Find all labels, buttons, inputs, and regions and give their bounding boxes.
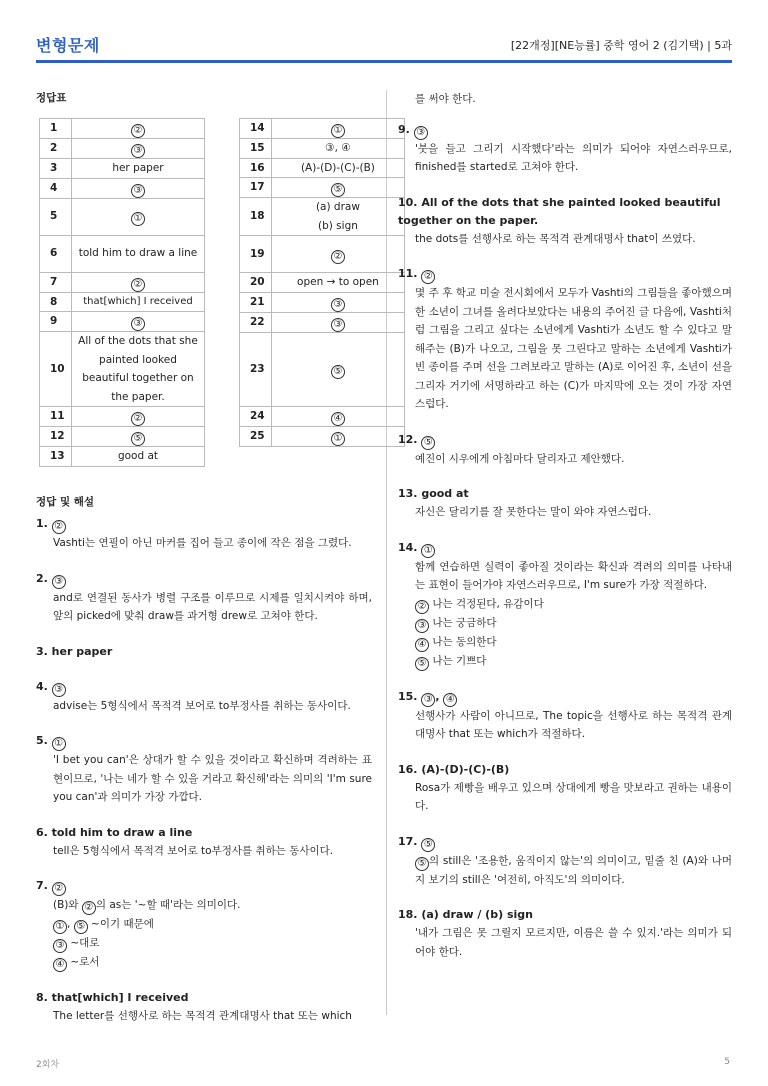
explanation-1	[36, 515, 372, 553]
question-number: 2.	[36, 571, 48, 585]
row-answer	[71, 272, 204, 292]
answer-circle: ③	[131, 317, 145, 331]
question-heading: 6. told him to draw a line	[36, 825, 193, 839]
explanation-8	[36, 989, 372, 1026]
question-heading: 18. (a) draw / (b) sign	[398, 908, 533, 921]
answer-circle: ③	[131, 144, 145, 158]
table-row	[240, 332, 405, 406]
explanation-text: Rosa가 제빵을 배우고 있으며 상대에게 빵을 맛보라고 권하는 내용이다.	[415, 781, 732, 812]
answer-circle: ③	[331, 298, 345, 312]
row-number: 20	[240, 273, 272, 293]
table-row	[40, 292, 205, 312]
question-number: 4.	[36, 679, 48, 693]
row-answer	[271, 178, 404, 198]
explanations-title: 정답 및 해설	[36, 496, 95, 508]
question-heading: 8. that[which] I received	[36, 991, 189, 1004]
row-number: 21	[240, 292, 272, 312]
question-number: 1.	[36, 517, 48, 530]
row-answer: told him to draw a line	[71, 235, 204, 272]
table-row	[240, 236, 405, 273]
answer-circle: ⑤	[331, 365, 345, 379]
table-row	[40, 332, 205, 407]
answer-circle: ⑤	[421, 838, 435, 852]
table-row	[40, 272, 205, 292]
answer-circle: ②	[82, 901, 96, 915]
right-column	[398, 90, 732, 978]
option-circle: ⑤	[74, 920, 88, 934]
footer-session: 2회차	[36, 1060, 60, 1070]
option-circle: ④	[53, 958, 67, 972]
option-text: 나는 동의한다	[432, 635, 497, 648]
table-row	[40, 178, 205, 198]
answer-table-title: 정답표	[36, 92, 67, 104]
option-text: ~대로	[70, 937, 100, 949]
answer-circle: ⑤	[331, 183, 345, 197]
answer-circle: ①	[331, 124, 345, 138]
table-row	[40, 119, 205, 139]
table-row	[240, 312, 405, 332]
row-answer	[71, 119, 204, 139]
table-row	[40, 198, 205, 235]
question-number: 12.	[398, 432, 418, 446]
explanation-17	[398, 833, 732, 890]
row-answer	[71, 312, 204, 332]
explanation-text: 자신은 달리기를 잘 못한다는 말이 와야 자연스럽다.	[415, 506, 652, 518]
row-number: 15	[240, 139, 272, 159]
row-number: 24	[240, 406, 272, 426]
row-number: 13	[40, 447, 72, 467]
header-rule	[36, 60, 732, 63]
question-number: 9.	[398, 122, 410, 136]
option-circle: ③	[53, 939, 67, 953]
table-row	[40, 139, 205, 159]
answer-table-right	[239, 118, 405, 447]
explanation-8-continued	[398, 90, 732, 109]
row-answer	[271, 236, 404, 273]
page-title: 변형문제	[36, 36, 100, 55]
row-answer: that[which] I received	[71, 292, 204, 312]
row-answer	[271, 119, 404, 139]
explanation-text: advise는 5형식에서 목적격 보어로 to부정사를 취하는 동사이다.	[53, 699, 351, 712]
table-row	[240, 273, 405, 293]
question-number: 14.	[398, 540, 418, 554]
answer-circle: ③	[52, 683, 66, 697]
explanation-7	[36, 877, 372, 972]
row-answer: All of the dots that she painted looked beautiful together on the paper.	[71, 332, 204, 407]
explanation-14	[398, 539, 732, 671]
answer-circle: ②	[131, 124, 145, 138]
row-answer	[71, 139, 204, 159]
explanation-9	[398, 121, 732, 177]
answer-circle: ②	[52, 520, 66, 534]
table-row	[40, 235, 205, 272]
answer-circle: ③	[414, 126, 428, 140]
explanation-3	[36, 643, 372, 661]
answer-table-left	[39, 118, 205, 467]
answer-circle: ②	[131, 278, 145, 292]
explanation-16	[398, 761, 732, 816]
answer-circle: ③	[131, 184, 145, 198]
answer-circle: ②	[52, 882, 66, 896]
explanation-text: 몇 주 후 학교 미술 전시회에서 모두가 Vashti의 그림들을 좋아했으며 한 소년이 그녀를 올려다보았다는 내용의 주어진 글 다음에, Vashti처럼 그림을 그리고 싶다는 소년에게 Vashti가 소년도 할 수 있다고 말해주는 (B)가 나오고, 그림을 못 그린다고 말하는 소년에게 Vashti가 빈 종이를 주며 선을 그려보라고 말하는 (A)로 이어진 후, 소년이 선을 그리자 거기에 서명하라고 하는 (C)가 마지막에 오는 것이 가장 자연스럽다.	[415, 287, 732, 410]
row-number: 17	[240, 178, 272, 198]
row-number: 18	[240, 198, 272, 236]
row-answer: her paper	[71, 159, 204, 179]
option-text: 나는 걱정된다, 유감이다	[432, 597, 544, 610]
row-number: 1	[40, 119, 72, 139]
answer-circle: ②	[421, 270, 435, 284]
answer-circle: ③	[331, 318, 345, 332]
option-circle: ④	[415, 638, 429, 652]
row-answer: (A)-(D)-(C)-(B)	[271, 158, 404, 178]
explanation-13	[398, 485, 732, 522]
answer-circle: ③	[421, 693, 435, 707]
row-answer: good at	[71, 447, 204, 467]
table-row	[240, 139, 405, 159]
row-number: 23	[240, 332, 272, 406]
answer-circle: ④	[331, 412, 345, 426]
answer-circle: ②	[131, 412, 145, 426]
explanation-text: 'I bet you can'은 상대가 할 수 있을 것이라고 확신하며 격려하는 표현이므로, '나는 네가 할 수 있을 거라고 확신해'라는 의미의 'I'm sure you can'과 의미가 가장 가깝다.	[53, 754, 372, 803]
option-circle: ⑤	[415, 857, 429, 871]
text-span: 의 as는 '~할 때'라는 의미이다.	[95, 899, 241, 911]
question-number: 17.	[398, 834, 418, 848]
row-number: 16	[240, 158, 272, 178]
answer-circle: ①	[331, 432, 345, 446]
explanation-2	[36, 570, 372, 626]
explanation-text: tell은 5형식에서 목적격 보어로 to부정사를 취하는 동사이다.	[53, 844, 334, 857]
table-row	[240, 198, 405, 236]
explanation-12	[398, 431, 732, 469]
option-text: ~이기 때문에	[91, 918, 154, 930]
explanation-10	[398, 194, 732, 249]
row-number: 6	[40, 235, 72, 272]
question-heading: 10. All of the dots that she painted looked beautiful together on the paper.	[398, 195, 721, 227]
table-row	[40, 427, 205, 447]
row-answer	[71, 407, 204, 427]
answer-circle: ①	[421, 544, 435, 558]
explanation-text: (B)와 ② 의 as는 '~할 때'라는 의미이다. ① , ⑤ ~이기 때문에 ③ ~대로 ④ ~로서	[53, 899, 241, 970]
row-number: 12	[40, 427, 72, 447]
row-number: 7	[40, 272, 72, 292]
text-span: (B)와	[53, 899, 79, 911]
answer-circle: ①	[52, 737, 66, 751]
explanation-text: '붓을 들고 그리기 시작했다'라는 의미가 되어야 자연스러우므로, finished를 started로 고쳐야 한다.	[415, 142, 732, 173]
option-circle: ⑤	[415, 657, 429, 671]
explanation-text: '내가 그림은 못 그릴지 모르지만, 이름은 쓸 수 있지.'라는 의미가 되어야 한다.	[415, 927, 732, 958]
explanation-6	[36, 824, 372, 861]
table-row	[240, 158, 405, 178]
table-row	[40, 312, 205, 332]
explanation-18	[398, 906, 732, 961]
row-answer	[71, 178, 204, 198]
row-answer	[271, 406, 404, 426]
option-text: ~로서	[70, 956, 100, 968]
row-number: 5	[40, 198, 72, 235]
answer-circle: ②	[331, 250, 345, 264]
answer-circle: ③	[52, 575, 66, 589]
explanation-5	[36, 732, 372, 807]
option-text: 나는 기쁘다	[432, 654, 487, 667]
explanation-text: and로 연결된 동사가 병렬 구조를 이루므로 시제를 일치시켜야 하며, 앞의 picked에 맞춰 draw를 과거형 drew로 고쳐야 한다.	[53, 591, 372, 622]
answer-circle: ⑤	[421, 436, 435, 450]
row-number: 22	[240, 312, 272, 332]
explanation-4	[36, 678, 372, 716]
row-answer	[271, 332, 404, 406]
explanation-text: The letter를 선행사로 하는 목적격 관계대명사 that 또는 which	[53, 1010, 352, 1022]
row-number: 25	[240, 426, 272, 446]
row-answer: (a) draw (b) sign	[271, 198, 404, 236]
row-answer	[271, 426, 404, 446]
row-number: 3	[40, 159, 72, 179]
row-answer	[271, 292, 404, 312]
explanation-text: Vashti는 연필이 아닌 마커를 집어 들고 종이에 작은 점을 그렸다.	[53, 537, 352, 549]
left-column	[36, 90, 379, 1043]
course-subtitle: [22개정][NE능률] 중학 영어 2 (김기택) | 5과	[510, 39, 732, 52]
row-number: 9	[40, 312, 72, 332]
question-number: 7.	[36, 879, 48, 892]
answer-circle: ①	[131, 212, 145, 226]
table-row	[240, 406, 405, 426]
table-row	[40, 447, 205, 467]
option-text: 나는 궁금하다	[432, 616, 497, 629]
option-circle: ②	[415, 600, 429, 614]
question-number: 5.	[36, 734, 48, 747]
row-number: 14	[240, 119, 272, 139]
explanation-15: 15. ③ , ④ 선행사가 사람이 아니므로, The topic을 선행사로 하는 목적격 관계대명사 that 또는 which가 적절하다.	[398, 688, 732, 744]
row-answer: open → to open	[271, 273, 404, 293]
option-circle: ③	[415, 619, 429, 633]
row-number: 8	[40, 292, 72, 312]
page-number: 5	[724, 1057, 730, 1067]
answer-table	[36, 118, 379, 468]
answer-circle: ⑤	[131, 432, 145, 446]
table-row	[240, 426, 405, 446]
row-number: 19	[240, 236, 272, 273]
row-answer	[271, 312, 404, 332]
table-row	[240, 292, 405, 312]
table-row	[40, 407, 205, 427]
question-heading: 16. (A)-(D)-(C)-(B)	[398, 762, 510, 776]
row-number: 2	[40, 139, 72, 159]
explanation-text: 예진이 시우에게 아침마다 달리자고 제안했다.	[415, 452, 625, 465]
explanation-text: 를 써야 한다.	[415, 93, 476, 105]
question-number: 11.	[398, 267, 418, 280]
explanation-11	[398, 265, 732, 414]
text-block: 함께 연습하면 실력이 좋아질 것이라는 확신과 격려의 의미를 나타내는 표현이 들어가야 자연스러우므로, I'm sure가 가장 적절하다.	[415, 560, 732, 591]
table-row	[240, 178, 405, 198]
row-answer	[71, 427, 204, 447]
row-number: 10	[40, 332, 72, 407]
row-number: 11	[40, 407, 72, 427]
explanation-text: the dots를 선행사로 하는 목적격 관계대명사 that이 쓰였다.	[415, 232, 696, 245]
table-row	[40, 159, 205, 179]
explanation-text	[398, 852, 732, 890]
question-heading: 13. good at	[398, 487, 469, 500]
question-heading: 3. her paper	[36, 644, 113, 658]
explanation-text	[398, 558, 732, 671]
option-circle: ①	[53, 920, 67, 934]
row-answer: ③, ④	[271, 139, 404, 159]
row-number: 4	[40, 178, 72, 198]
explanation-text: 선행사가 사람이 아니므로, The topic을 선행사로 하는 목적격 관계대명사 that 또는 which가 적절하다.	[415, 709, 732, 740]
table-row	[240, 119, 405, 139]
row-answer	[71, 198, 204, 235]
answer-circle: ④	[443, 693, 457, 707]
question-number: 15.	[398, 689, 418, 703]
text-span: 의 still은 '조용한, 움직이지 않는'의 의미이고, 밑줄 친 (A)와 나머지 보기의 still은 '여전히, 아직도'의 의미이다.	[415, 854, 732, 886]
